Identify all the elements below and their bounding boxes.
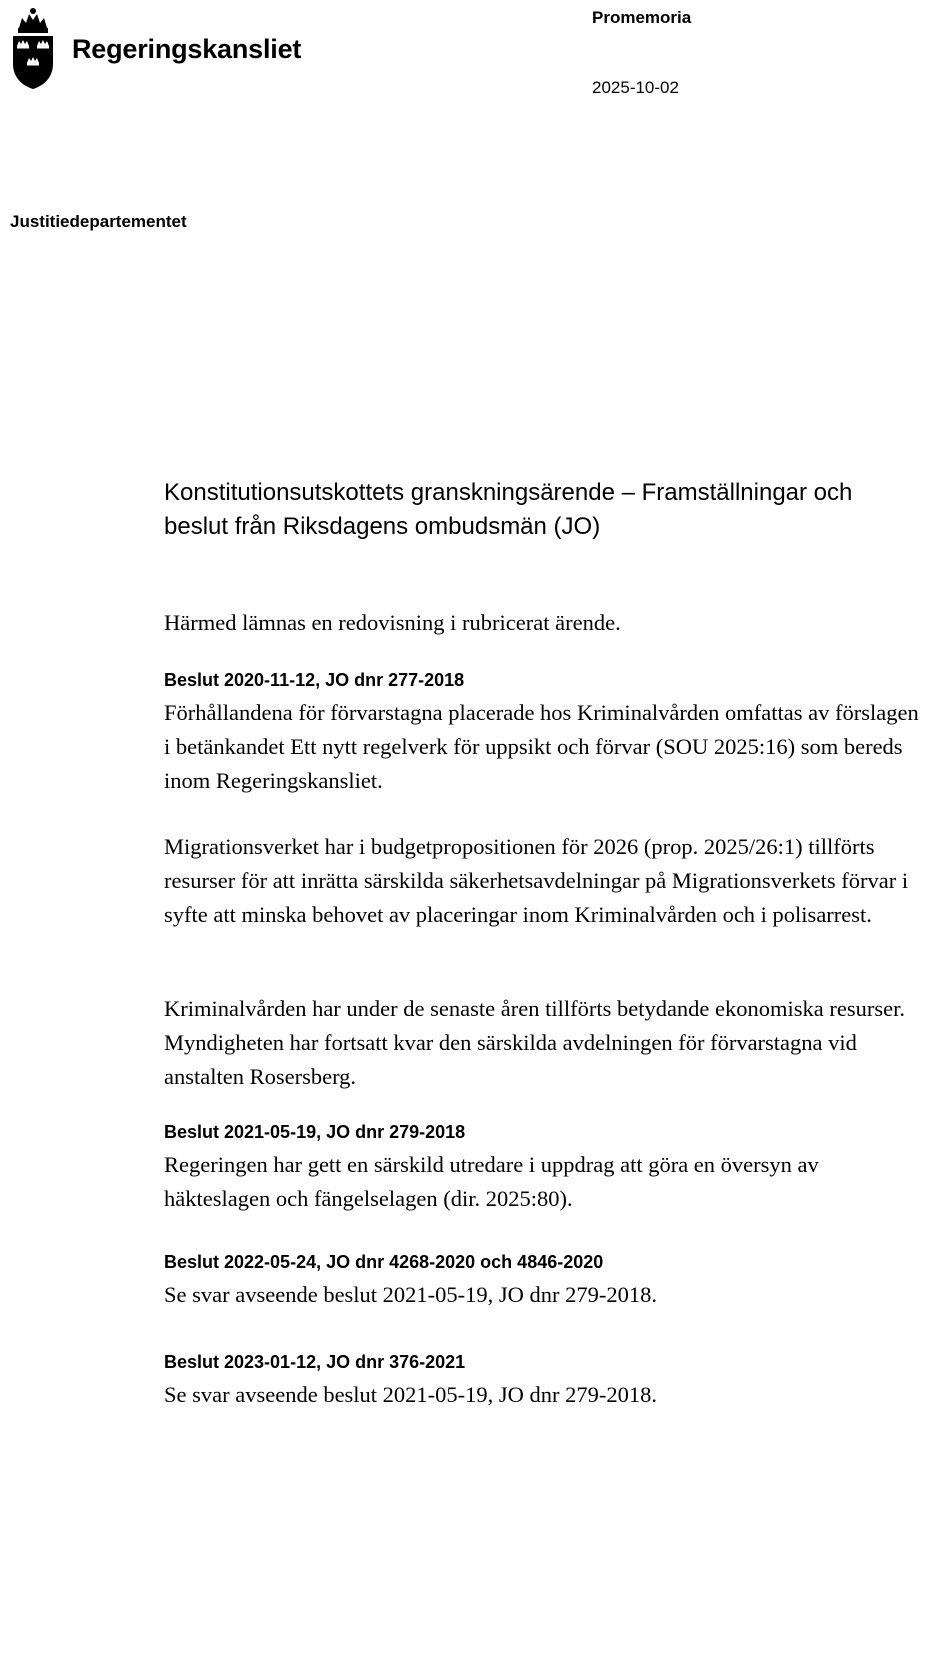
three-crowns-shield-icon: [10, 6, 56, 90]
section-heading: Beslut 2021-05-19, JO dnr 279-2018: [164, 1122, 466, 1142]
document-title: Konstitutionsutskottets granskningsärende – Framställningar och beslut från Riksdagens ombudsmän (JO): [164, 479, 853, 540]
section-heading: Beslut 2020-11-12, JO dnr 277-2018: [164, 670, 465, 690]
government-coat-of-arms-logo: [10, 6, 56, 90]
intro-paragraph: Härmed lämnas en redovisning i rubricerat ärende.: [164, 610, 621, 635]
department-name: Justitiedepartementet: [10, 212, 187, 231]
organization-name: Regeringskansliet: [72, 34, 302, 64]
section-paragraph: Regeringen har gett en särskild utredare i uppdrag att göra en översyn av häkteslagen och fängelselagen (dir. 2025:80).: [164, 1152, 819, 1211]
section-heading: Beslut 2023-01-12, JO dnr 376-2021: [164, 1352, 466, 1372]
section-paragraph: Se svar avseende beslut 2021-05-19, JO dnr 279-2018.: [164, 1382, 658, 1407]
section-paragraph: Kriminalvården har under de senaste åren tillförts betydande ekonomiska resurser. Myndigheten har fortsatt kvar den särskilda avdelningen för förvarstagna vid anstalten Rosersberg.: [164, 996, 905, 1089]
section-heading: Beslut 2022-05-24, JO dnr 4268-2020 och 4846-2020: [164, 1252, 604, 1272]
section-paragraph: Förhållandena för förvarstagna placerade hos Kriminalvården omfattas av förslagen i betänkandet Ett nytt regelverk för uppsikt och förvar (SOU 2025:16) som bereds inom Regeringskansliet.: [164, 700, 919, 793]
document-date: 2025-10-02: [592, 78, 679, 97]
document-type: Promemoria: [592, 8, 692, 27]
section-paragraph: Migrationsverket har i budgetpropositionen för 2026 (prop. 2025/26:1) tillförts resurser för att inrätta särskilda säkerhetsavdelningar på Migrationsverkets förvar i syfte att minska behovet av placeringar inom Kriminalvården och i polisarrest.: [164, 834, 909, 927]
section-paragraph: Se svar avseende beslut 2021-05-19, JO dnr 279-2018.: [164, 1282, 658, 1307]
